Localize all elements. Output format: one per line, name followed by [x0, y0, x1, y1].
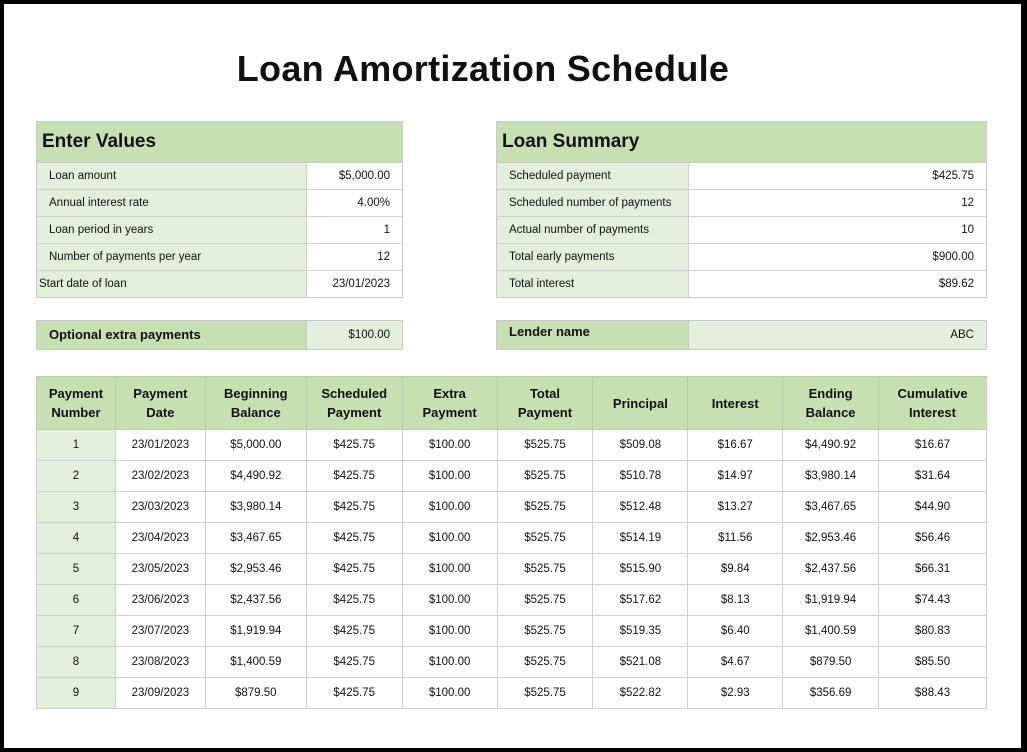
summary-row: [497, 217, 986, 244]
table-row: [37, 647, 987, 678]
loan-period-cell[interactable]: 1: [307, 217, 402, 243]
beginning-balance-cell[interactable]: $4,490.92: [205, 461, 306, 492]
principal-cell[interactable]: $515.90: [593, 554, 688, 585]
interest-cell[interactable]: $14.97: [688, 461, 783, 492]
header-text: Payment: [133, 386, 188, 401]
beginning-balance-cell[interactable]: $1,400.59: [205, 647, 306, 678]
total-payment-cell[interactable]: $525.75: [497, 461, 593, 492]
scheduled-payment-cell[interactable]: $425.75: [306, 554, 402, 585]
payment-date-cell[interactable]: 23/03/2023: [115, 492, 205, 523]
summary-row: [497, 271, 986, 297]
total-payment-cell[interactable]: $525.75: [497, 430, 593, 461]
total-payment-cell[interactable]: $525.75: [497, 647, 593, 678]
header-text: Payment: [422, 405, 477, 420]
payments-per-year-cell[interactable]: 12: [307, 244, 402, 270]
ending-balance-cell[interactable]: $3,980.14: [783, 461, 879, 492]
input-label: Annual interest rate: [37, 190, 307, 216]
header-text: Payment: [48, 386, 104, 401]
payment-number-cell[interactable]: 1: [37, 430, 116, 461]
principal-cell[interactable]: $517.62: [593, 585, 688, 616]
input-row-loan-amount: [37, 163, 402, 190]
scheduled-payment-cell[interactable]: $425.75: [306, 647, 402, 678]
summary-label: Scheduled number of payments: [497, 190, 689, 216]
enter-values-heading: Enter Values: [37, 122, 402, 163]
principal-cell[interactable]: $519.35: [593, 616, 688, 647]
payment-number-cell[interactable]: 7: [37, 616, 116, 647]
table-row: [37, 523, 987, 554]
worksheet: [4, 4, 1021, 748]
beginning-balance-cell[interactable]: $1,919.94: [205, 616, 306, 647]
column-header-payment-number[interactable]: [37, 377, 116, 430]
optional-extra-label: Optional extra payments: [37, 321, 307, 349]
interest-cell[interactable]: $6.40: [688, 616, 783, 647]
loan-summary-panel: [496, 121, 987, 298]
ending-balance-cell[interactable]: $356.69: [783, 678, 879, 709]
scheduled-payment-cell[interactable]: $425.75: [306, 461, 402, 492]
scheduled-payment-cell[interactable]: $425.75: [306, 678, 402, 709]
principal-cell[interactable]: $522.82: [593, 678, 688, 709]
header-text: Balance: [230, 405, 281, 420]
loan-amount-cell[interactable]: $5,000.00: [307, 163, 402, 189]
cumulative-interest-cell[interactable]: $85.50: [879, 647, 987, 678]
principal-cell[interactable]: $512.48: [593, 492, 688, 523]
principal-cell[interactable]: $510.78: [593, 461, 688, 492]
interest-cell[interactable]: $13.27: [688, 492, 783, 523]
header-text: Cumulative: [897, 386, 968, 401]
extra-payment-cell[interactable]: $100.00: [402, 430, 497, 461]
payment-number-cell[interactable]: 4: [37, 523, 116, 554]
total-payment-cell[interactable]: $525.75: [497, 678, 593, 709]
cumulative-interest-cell[interactable]: $88.43: [879, 678, 987, 709]
lender-name-row: [496, 320, 987, 350]
extra-payment-cell[interactable]: $100.00: [402, 678, 497, 709]
interest-rate-cell[interactable]: 4.00%: [307, 190, 402, 216]
table-row: [37, 585, 987, 616]
column-header-payment-date[interactable]: [115, 377, 205, 430]
beginning-balance-cell[interactable]: $2,953.46: [205, 554, 306, 585]
header-text: Number: [51, 405, 101, 420]
lender-name-value[interactable]: ABC: [689, 321, 986, 349]
payment-date-cell[interactable]: 23/04/2023: [115, 523, 205, 554]
actual-number-value[interactable]: 10: [689, 217, 986, 243]
amortization-table: [36, 376, 987, 709]
header-text: Date: [146, 405, 175, 420]
column-header-total-payment[interactable]: [497, 377, 593, 430]
cumulative-interest-cell[interactable]: $74.43: [879, 585, 987, 616]
beginning-balance-cell[interactable]: $879.50: [205, 678, 306, 709]
input-row-payments-per-year: [37, 244, 402, 271]
column-header-cumulative-interest[interactable]: [879, 377, 987, 430]
summary-row: [497, 244, 986, 271]
principal-cell[interactable]: $509.08: [593, 430, 688, 461]
header-text: Payment: [327, 405, 382, 420]
extra-payment-cell[interactable]: $100.00: [402, 492, 497, 523]
summary-row: [497, 163, 986, 190]
payment-date-cell[interactable]: 23/02/2023: [115, 461, 205, 492]
table-row: [37, 616, 987, 647]
scheduled-number-value[interactable]: 12: [689, 190, 986, 216]
payment-date-cell[interactable]: 23/08/2023: [115, 647, 205, 678]
summary-label: Actual number of payments: [497, 217, 689, 243]
total-payment-cell[interactable]: $525.75: [497, 554, 593, 585]
total-early-payments-value[interactable]: $900.00: [689, 244, 986, 270]
header-text: Interest: [909, 405, 956, 420]
table-row: [37, 678, 987, 709]
page-title: Loan Amortization Schedule: [236, 48, 730, 89]
summary-row: [497, 190, 986, 217]
payment-number-cell[interactable]: 5: [37, 554, 116, 585]
scheduled-payment-cell[interactable]: $425.75: [306, 492, 402, 523]
column-header-ending-balance[interactable]: [783, 377, 879, 430]
total-payment-cell[interactable]: $525.75: [497, 585, 593, 616]
interest-cell[interactable]: $8.13: [688, 585, 783, 616]
payment-number-cell[interactable]: 9: [37, 678, 116, 709]
ending-balance-cell[interactable]: $2,953.46: [783, 523, 879, 554]
cumulative-interest-cell[interactable]: $66.31: [879, 554, 987, 585]
column-header-scheduled-payment[interactable]: [306, 377, 402, 430]
input-label: Number of payments per year: [37, 244, 307, 270]
beginning-balance-cell[interactable]: $5,000.00: [205, 430, 306, 461]
ending-balance-cell[interactable]: $1,400.59: [783, 616, 879, 647]
column-header-interest[interactable]: [688, 377, 783, 430]
header-text: Extra: [433, 386, 466, 401]
input-label: Loan period in years: [37, 217, 307, 243]
payment-date-cell[interactable]: 23/05/2023: [115, 554, 205, 585]
interest-cell[interactable]: $16.67: [688, 430, 783, 461]
beginning-balance-cell[interactable]: $2,437.56: [205, 585, 306, 616]
header-text: Principal: [612, 395, 668, 411]
ending-balance-cell[interactable]: $879.50: [783, 647, 879, 678]
lender-name-label: Lender name: [497, 321, 689, 349]
enter-values-panel: [36, 121, 403, 298]
extra-payment-cell[interactable]: $100.00: [402, 616, 497, 647]
beginning-balance-cell[interactable]: $3,467.65: [205, 523, 306, 554]
extra-payment-cell[interactable]: $100.00: [402, 647, 497, 678]
summary-label: Total interest: [497, 271, 689, 297]
table-row: [37, 461, 987, 492]
cumulative-interest-cell[interactable]: $31.64: [879, 461, 987, 492]
payment-date-cell[interactable]: 23/07/2023: [115, 616, 205, 647]
interest-cell[interactable]: $11.56: [688, 523, 783, 554]
cumulative-interest-cell[interactable]: $16.67: [879, 430, 987, 461]
table-header-row: [37, 377, 987, 430]
extra-payment-cell[interactable]: $100.00: [402, 554, 497, 585]
payment-number-cell[interactable]: 6: [37, 585, 116, 616]
table-body: [37, 430, 987, 709]
start-date-cell[interactable]: 23/01/2023: [307, 271, 402, 297]
scheduled-payment-cell[interactable]: $425.75: [306, 523, 402, 554]
header-text: Ending: [808, 386, 853, 401]
input-label: Start date of loan: [37, 271, 307, 297]
header-text: Balance: [805, 405, 856, 420]
extra-payment-cell[interactable]: $100.00: [402, 523, 497, 554]
loan-summary-heading: Loan Summary: [497, 122, 986, 163]
ending-balance-cell[interactable]: $4,490.92: [783, 430, 879, 461]
scheduled-payment-cell[interactable]: $425.75: [306, 616, 402, 647]
principal-cell[interactable]: $514.19: [593, 523, 688, 554]
interest-cell[interactable]: $4.67: [688, 647, 783, 678]
payment-date-cell[interactable]: 23/06/2023: [115, 585, 205, 616]
input-label: Loan amount: [37, 163, 307, 189]
total-payment-cell[interactable]: $525.75: [497, 492, 593, 523]
table-row: [37, 492, 987, 523]
payment-date-cell[interactable]: 23/01/2023: [115, 430, 205, 461]
header-text: Total: [529, 386, 561, 401]
input-row-loan-period: [37, 217, 402, 244]
total-payment-cell[interactable]: $525.75: [497, 523, 593, 554]
scheduled-payment-value[interactable]: $425.75: [689, 163, 986, 189]
beginning-balance-cell[interactable]: $3,980.14: [205, 492, 306, 523]
interest-cell[interactable]: $2.93: [688, 678, 783, 709]
payment-number-cell[interactable]: 3: [37, 492, 116, 523]
optional-extra-payments-row: [36, 320, 403, 350]
scheduled-payment-cell[interactable]: $425.75: [306, 430, 402, 461]
input-row-interest-rate: [37, 190, 402, 217]
cumulative-interest-cell[interactable]: $56.46: [879, 523, 987, 554]
header-text: Scheduled: [321, 386, 388, 401]
column-header-principal[interactable]: [593, 377, 688, 430]
ending-balance-cell[interactable]: $3,467.65: [783, 492, 879, 523]
summary-label: Total early payments: [497, 244, 689, 270]
column-header-extra-payment[interactable]: [402, 377, 497, 430]
payment-number-cell[interactable]: 8: [37, 647, 116, 678]
interest-cell[interactable]: $9.84: [688, 554, 783, 585]
extra-payment-cell[interactable]: $100.00: [402, 585, 497, 616]
total-payment-cell[interactable]: $525.75: [497, 616, 593, 647]
summary-label: Scheduled payment: [497, 163, 689, 189]
principal-cell[interactable]: $521.08: [593, 647, 688, 678]
header-text: Payment: [517, 405, 573, 420]
cumulative-interest-cell[interactable]: $44.90: [879, 492, 987, 523]
header-text: Beginning: [224, 386, 288, 401]
scheduled-payment-cell[interactable]: $425.75: [306, 585, 402, 616]
header-text: Interest: [711, 395, 759, 411]
input-row-start-date: [37, 271, 402, 297]
extra-payment-cell[interactable]: $100.00: [402, 461, 497, 492]
payment-date-cell[interactable]: 23/09/2023: [115, 678, 205, 709]
ending-balance-cell[interactable]: $2,437.56: [783, 554, 879, 585]
total-interest-value[interactable]: $89.62: [689, 271, 986, 297]
payment-number-cell[interactable]: 2: [37, 461, 116, 492]
table-row: [37, 430, 987, 461]
ending-balance-cell[interactable]: $1,919.94: [783, 585, 879, 616]
optional-extra-value[interactable]: $100.00: [307, 321, 402, 349]
column-header-beginning-balance[interactable]: [205, 377, 306, 430]
cumulative-interest-cell[interactable]: $80.83: [879, 616, 987, 647]
table-row: [37, 554, 987, 585]
